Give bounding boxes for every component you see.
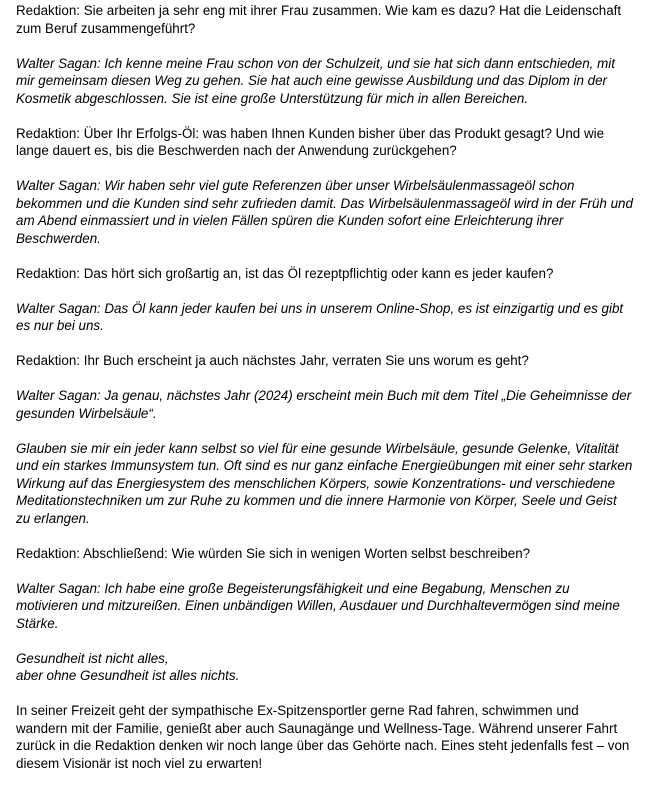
- interview-answer: Walter Sagan: Ja genau, nächstes Jahr (2024) erscheint mein Buch mit dem Titel „Die Geheimnisse der gesunden Wirbelsäule“.: [16, 388, 632, 421]
- interview-answer-continued: Glauben sie mir ein jeder kann selbst so viel für eine gesunde Wirbelsäule, gesunde Gelenke, Vitalität und ein starkes Immunsystem tun. Oft sind es nur ganz einfache Energieübungen mit einer sehr starken Wirkung auf das Energiesystem des menschlichen Körpers, sowie Konzentrations- und verschiedene Meditationstechniken um zur Ruhe zu kommen und die innere Harmonie von Körper, Seele und Geist zu erlangen.: [16, 440, 633, 526]
- closing-paragraph: In seiner Freizeit geht der sympathische Ex-Spitzensportler gerne Rad fahren, schwimmen und wandern mit der Familie, genießt aber auch Saunagänge und Wellness-Tage. Während unserer Fahrt zurück in die Redaktion denken wir noch lange über das Gehörte nach. Eines steht jedenfalls fest – von diesem Visionär ist noch viel zu erwarten!: [16, 703, 630, 771]
- interview-answer: Walter Sagan: Wir haben sehr viel gute Referenzen über unser Wirbelsäulenmassageöl schon bekommen und die Kunden sind sehr zufrieden damit. Das Wirbelsäulenmassageöl wird in der Früh und am Abend einmassiert und in vielen Fällen spüren die Kunden sofort eine Erleichterung ihrer Beschwerden.: [16, 178, 633, 246]
- interview-answer: Walter Sagan: Ich kenne meine Frau schon von der Schulzeit, und sie hat sich dann entschieden, mit mir gemeinsam diesen Weg zu gehen. Sie hat auch eine gewisse Ausbildung und das Diplom in der Kosmetik abgeschlossen. Sie ist eine große Unterstützung für mich in allen Bereichen.: [16, 55, 615, 106]
- interview-question: Redaktion: Über Ihr Erfolgs-Öl: was haben Ihnen Kunden bisher über das Produkt gesagt? Und wie lange dauert es, bis die Beschwerden nach der Anwendung zurückgehen?: [16, 125, 605, 158]
- interview-answer: Walter Sagan: Das Öl kann jeder kaufen bei uns in unserem Online-Shop, es ist einzigartig und es gibt es nur bei uns.: [16, 300, 624, 333]
- interview-question: Redaktion: Ihr Buch erscheint ja auch nächstes Jahr, verraten Sie uns worum es geht?: [16, 353, 529, 368]
- interview-question: Redaktion: Das hört sich großartig an, ist das Öl rezeptpflichtig oder kann es jeder kaufen?: [16, 265, 554, 281]
- interview-question: Redaktion: Abschließend: Wie würden Sie sich in wenigen Worten selbst beschreiben?: [16, 545, 531, 561]
- interview-answer: Walter Sagan: Ich habe eine große Begeisterungsfähigkeit und eine Begabung, Menschen zu motivieren und mitzureißen. Einen unbändigen Willen, Ausdauer und Durchhaltevermögen sind meine Stärke.: [16, 580, 620, 631]
- interview-question: Redaktion: Sie arbeiten ja sehr eng mit ihrer Frau zusammen. Wie kam es dazu? Hat die Leidenschaft zum Beruf zusammengeführt?: [16, 3, 622, 36]
- quote-motto: Gesundheit ist nicht alles, aber ohne Gesundheit ist alles nichts.: [16, 650, 240, 683]
